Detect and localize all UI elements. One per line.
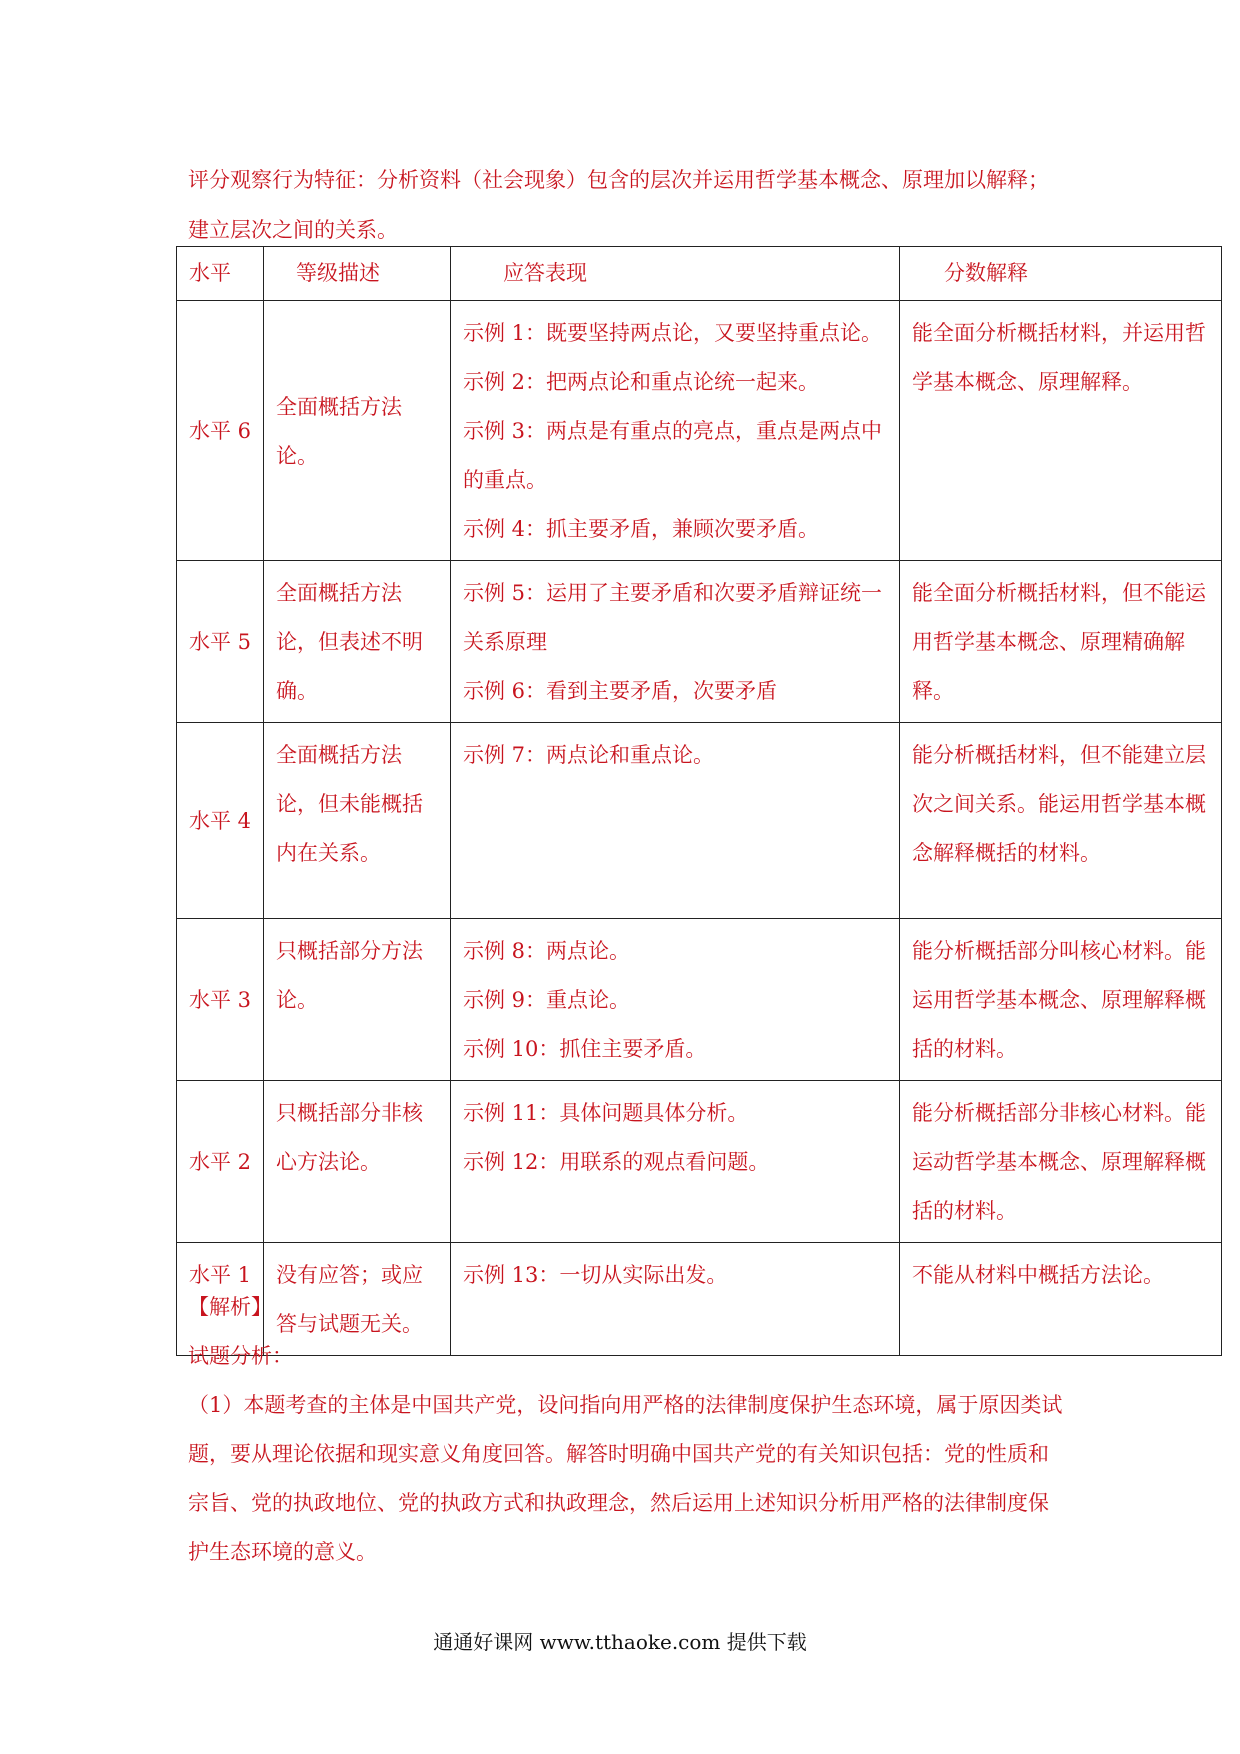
level-cell: 水平 4 [177, 723, 264, 919]
answer-line: 示例 1：既要坚持两点论，又要坚持重点论。 [463, 321, 883, 345]
score-cell: 能分析概括部分非核心材料。能运动哲学基本概念、原理解释概括的材料。 [900, 1081, 1222, 1243]
rubric-table [176, 246, 1222, 1356]
answer-line: 示例 3：两点是有重点的亮点，重点是两点中的重点。 [463, 419, 883, 492]
header-score: 分数解释 [900, 247, 1222, 301]
score-cell: 能分析概括部分叫核心材料。能运用哲学基本概念、原理解释概括的材料。 [900, 919, 1222, 1081]
analysis-subheading: 试题分析： [188, 1344, 293, 1368]
score-cell: 能全面分析概括材料，并运用哲学基本概念、原理解释。 [900, 301, 1222, 561]
answer-line: 示例 8：两点论。 [463, 939, 631, 963]
answer-line: 示例 13：一切从实际出发。 [463, 1263, 728, 1287]
answer-line: 示例 9：重点论。 [463, 988, 631, 1012]
score-cell: 能全面分析概括材料，但不能运用哲学基本概念、原理精确解释。 [900, 561, 1222, 723]
intro [188, 155, 1128, 255]
table-row [177, 723, 1222, 919]
analysis-paragraph: （1）本题考查的主体是中国共产党，设问指向用严格的法律制度保护生态环境，属于原因类试题，要从理论依据和现实意义角度回答。解答时明确中国共产党的有关知识包括：党的性质和宗旨、党的执政地位、党的执政方式和执政理念，然后运用上述知识分析用严格的法律制度保护生态环境的意义。 [188, 1393, 1063, 1564]
table-row [177, 1081, 1222, 1243]
analysis-heading: 【解析】 [188, 1295, 272, 1319]
footer-source: 通通好课网 www.tthaoke.com 提供下载 [433, 1630, 807, 1654]
table-row [177, 301, 1222, 561]
description-cell: 只概括部分方法论。 [264, 919, 451, 1081]
intro-line-2: 建立层次之间的关系。 [188, 218, 398, 242]
answers-cell [451, 561, 900, 723]
table-row [177, 561, 1222, 723]
score-cell: 不能从材料中概括方法论。 [900, 1243, 1222, 1356]
table-row [177, 919, 1222, 1081]
answers-cell [451, 1081, 900, 1243]
level-cell: 水平 3 [177, 919, 264, 1081]
level-cell: 水平 1 [177, 1243, 264, 1356]
answer-line: 示例 6：看到主要矛盾，次要矛盾 [463, 679, 778, 703]
answers-cell [451, 301, 900, 561]
answers-cell [451, 919, 900, 1081]
header-answers: 应答表现 [451, 247, 900, 301]
intro-line-1: 评分观察行为特征：分析资料（社会现象）包含的层次并运用哲学基本概念、原理加以解释； [188, 168, 1049, 192]
answer-line: 示例 11：具体问题具体分析。 [463, 1101, 749, 1125]
description-cell: 只概括部分非核心方法论。 [264, 1081, 451, 1243]
description-cell: 没有应答；或应答与试题无关。 [264, 1243, 451, 1356]
answer-line: 示例 5：运用了主要矛盾和次要矛盾辩证统一关系原理 [463, 581, 883, 654]
description-cell: 全面概括方法论，但表述不明确。 [264, 561, 451, 723]
header-level: 水平 [177, 247, 264, 301]
answers-cell [451, 723, 900, 919]
table-header-row [177, 247, 1222, 301]
description-cell: 全面概括方法论，但未能概括内在关系。 [264, 723, 451, 919]
level-cell: 水平 6 [177, 301, 264, 561]
description-cell: 全面概括方法论。 [264, 301, 451, 561]
level-cell: 水平 5 [177, 561, 264, 723]
answer-line: 示例 12：用联系的观点看问题。 [463, 1150, 770, 1174]
header-description: 等级描述 [264, 247, 451, 301]
analysis-section [188, 1283, 1068, 1577]
answer-line: 示例 4：抓主要矛盾，兼顾次要矛盾。 [463, 517, 820, 541]
answer-line: 示例 7：两点论和重点论。 [463, 743, 715, 767]
level-cell: 水平 2 [177, 1081, 264, 1243]
score-cell: 能分析概括材料，但不能建立层次之间关系。能运用哲学基本概念解释概括的材料。 [900, 723, 1222, 919]
answer-line: 示例 10：抓住主要矛盾。 [463, 1037, 707, 1061]
answer-line: 示例 2：把两点论和重点论统一起来。 [463, 370, 820, 394]
